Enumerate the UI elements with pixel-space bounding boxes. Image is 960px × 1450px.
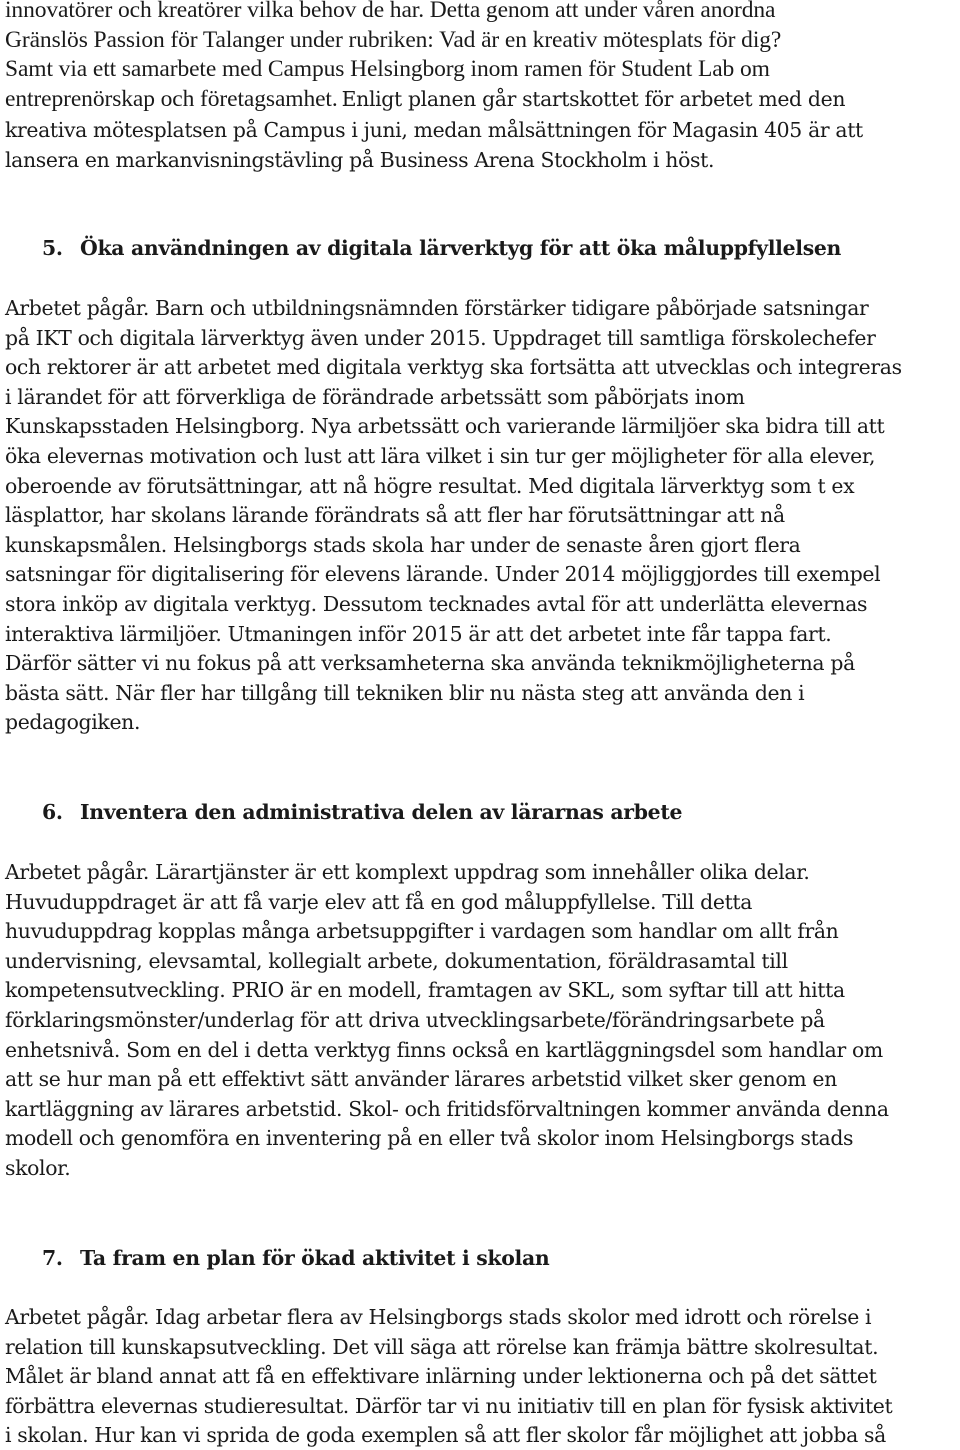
- section-7-heading: [42, 1243, 942, 1273]
- section-6-line: Huvuduppdraget är att få varje elev att få en god måluppfyllelse. Till detta: [5, 889, 753, 914]
- section-6-line: Arbetet pågår. Lärartjänster är ett komplext uppdrag som innehåller olika delar.: [5, 860, 810, 884]
- intro-line-4-part-a: entreprenörskap och företagsamhet.: [5, 85, 338, 112]
- section-6-line: kompetensutveckling. PRIO är en modell, framtagen av SKL, som syftar till att hitta: [5, 978, 845, 1003]
- section-5-line: och rektorer är att arbetet med digitala verktyg ska fortsätta att utvecklas och integreras: [5, 355, 902, 380]
- section-5-line: kunskapsmålen. Helsingborgs stads skola har under de senaste åren gjort flera: [5, 532, 801, 557]
- intro-line-6: lansera en markanvisningstävling på Business Arena Stockholm i höst.: [5, 147, 715, 172]
- section-5-title: Öka användningen av digitala lärverktyg för att öka måluppfyllelsen: [80, 236, 842, 260]
- section-6-line: enhetsnivå. Som en del i detta verktyg finns också en kartläggningsdel som handlar om: [5, 1037, 883, 1062]
- section-6-heading: [42, 797, 942, 827]
- section-7-line: Målet är bland annat att få en effektivare inlärning under lektionerna och på det sättet: [5, 1364, 877, 1389]
- section-5-number: 5.: [42, 236, 63, 260]
- section-6-line: kartläggning av lärares arbetstid. Skol- och fritidsförvaltningen kommer använda denna: [5, 1096, 889, 1121]
- section-6-line: huvuduppdrag kopplas många arbetsuppgifter i vardagen som handlar om allt från: [5, 919, 839, 944]
- section-7-line: i skolan. Hur kan vi sprida de goda exemplen så att fler skolor får möjlighet att jobba så: [5, 1423, 886, 1448]
- section-7-line: Arbetet pågår. Idag arbetar flera av Helsingborgs stads skolor med idrott och rörelse i: [5, 1305, 872, 1329]
- intro-line-3: Samt via ett samarbete med Campus Helsingborg inom ramen för Student Lab om: [5, 56, 770, 82]
- section-5-line: interaktiva lärmiljöer. Utmaningen inför 2015 är att det arbetet inte får tappa fart.: [5, 621, 832, 646]
- section-5-line: stora inköp av digitala verktyg. Dessutom tecknades avtal för att underlätta elevernas: [5, 591, 868, 616]
- section-6-body: [5, 858, 955, 1184]
- section-6-line: förklaringsmönster/underlag för att driva utvecklingsarbete/förändringsarbete på: [5, 1007, 825, 1032]
- section-5-line: Kunskapsstaden Helsingborg. Nya arbetssätt och varierande lärmiljöer ska bidra till att: [5, 414, 885, 439]
- section-6-line: modell och genomföra en inventering på en eller två skolor inom Helsingborgs stads: [5, 1126, 854, 1151]
- intro-line-1: innovatörer och kreatörer vilka behov de har. Detta genom att under våren anordna: [5, 0, 776, 23]
- section-5-line: i lärandet för att förverkliga de förändrade arbetssätt som påbörjats inom: [5, 384, 745, 409]
- intro-line-2: Gränslös Passion för Talanger under rubriken: Vad är en kreativ mötesplats för dig?: [5, 26, 782, 53]
- section-7-body: [5, 1303, 955, 1450]
- section-7-line: relation till kunskapsutveckling. Det vill säga att rörelse kan främja bättre skolresultat.: [5, 1334, 879, 1359]
- intro-line-4: [5, 85, 955, 117]
- section-5-line: Arbetet pågår. Barn och utbildningsnämnden förstärker tidigare påbörjade satsningar: [5, 296, 869, 320]
- section-5-line: oberoende av förutsättningar, att nå högre resultat. Med digitala lärverktyg som t ex: [5, 473, 855, 498]
- intro-paragraph: [5, 0, 955, 175]
- section-6-line: undervisning, elevsamtal, kollegialt arbete, dokumentation, föräldrasamtal till: [5, 948, 788, 973]
- section-5-line: läsplattor, har skolans lärande förändrats så att fler har förutsättningar att nå: [5, 503, 785, 528]
- section-7-number: 7.: [42, 1246, 63, 1270]
- section-6-line: att se hur man på ett effektivt sätt använder lärares arbetstid vilket sker genom en: [5, 1067, 837, 1092]
- section-5-line: öka elevernas motivation och lust att lära vilket i sin tur ger möjligheter för alla elever,: [5, 443, 876, 468]
- section-5-heading: [42, 233, 942, 263]
- section-5-line: satsningar för digitalisering för elevens lärande. Under 2014 möjliggjordes till exempel: [5, 562, 881, 587]
- section-7-title: Ta fram en plan för ökad aktivitet i skolan: [80, 1246, 550, 1270]
- section-7-line: förbättra elevernas studieresultat. Därför tar vi nu initiativ till en plan för fysisk aktivitet: [5, 1393, 893, 1418]
- section-6-line: skolor.: [5, 1155, 71, 1180]
- section-5-line: pedagogiken.: [5, 710, 141, 735]
- section-6-number: 6.: [42, 800, 63, 824]
- intro-line-5: kreativa mötesplatsen på Campus i juni, medan målsättningen för Magasin 405 är att: [5, 118, 863, 142]
- intro-line-4-part-b: Enligt planen går startskottet för arbetet med den: [341, 86, 846, 111]
- section-5-line: Därför sätter vi nu fokus på att verksamheterna ska använda teknikmöjligheterna på: [5, 651, 855, 676]
- section-5-body: [5, 294, 955, 738]
- section-5-line: bästa sätt. När fler har tillgång till tekniken blir nu nästa steg att använda den i: [5, 680, 805, 705]
- section-6-title: Inventera den administrativa delen av lärarnas arbete: [80, 800, 683, 824]
- section-5-line: på IKT och digitala lärverktyg även under 2015. Uppdraget till samtliga förskolechefer: [5, 325, 876, 350]
